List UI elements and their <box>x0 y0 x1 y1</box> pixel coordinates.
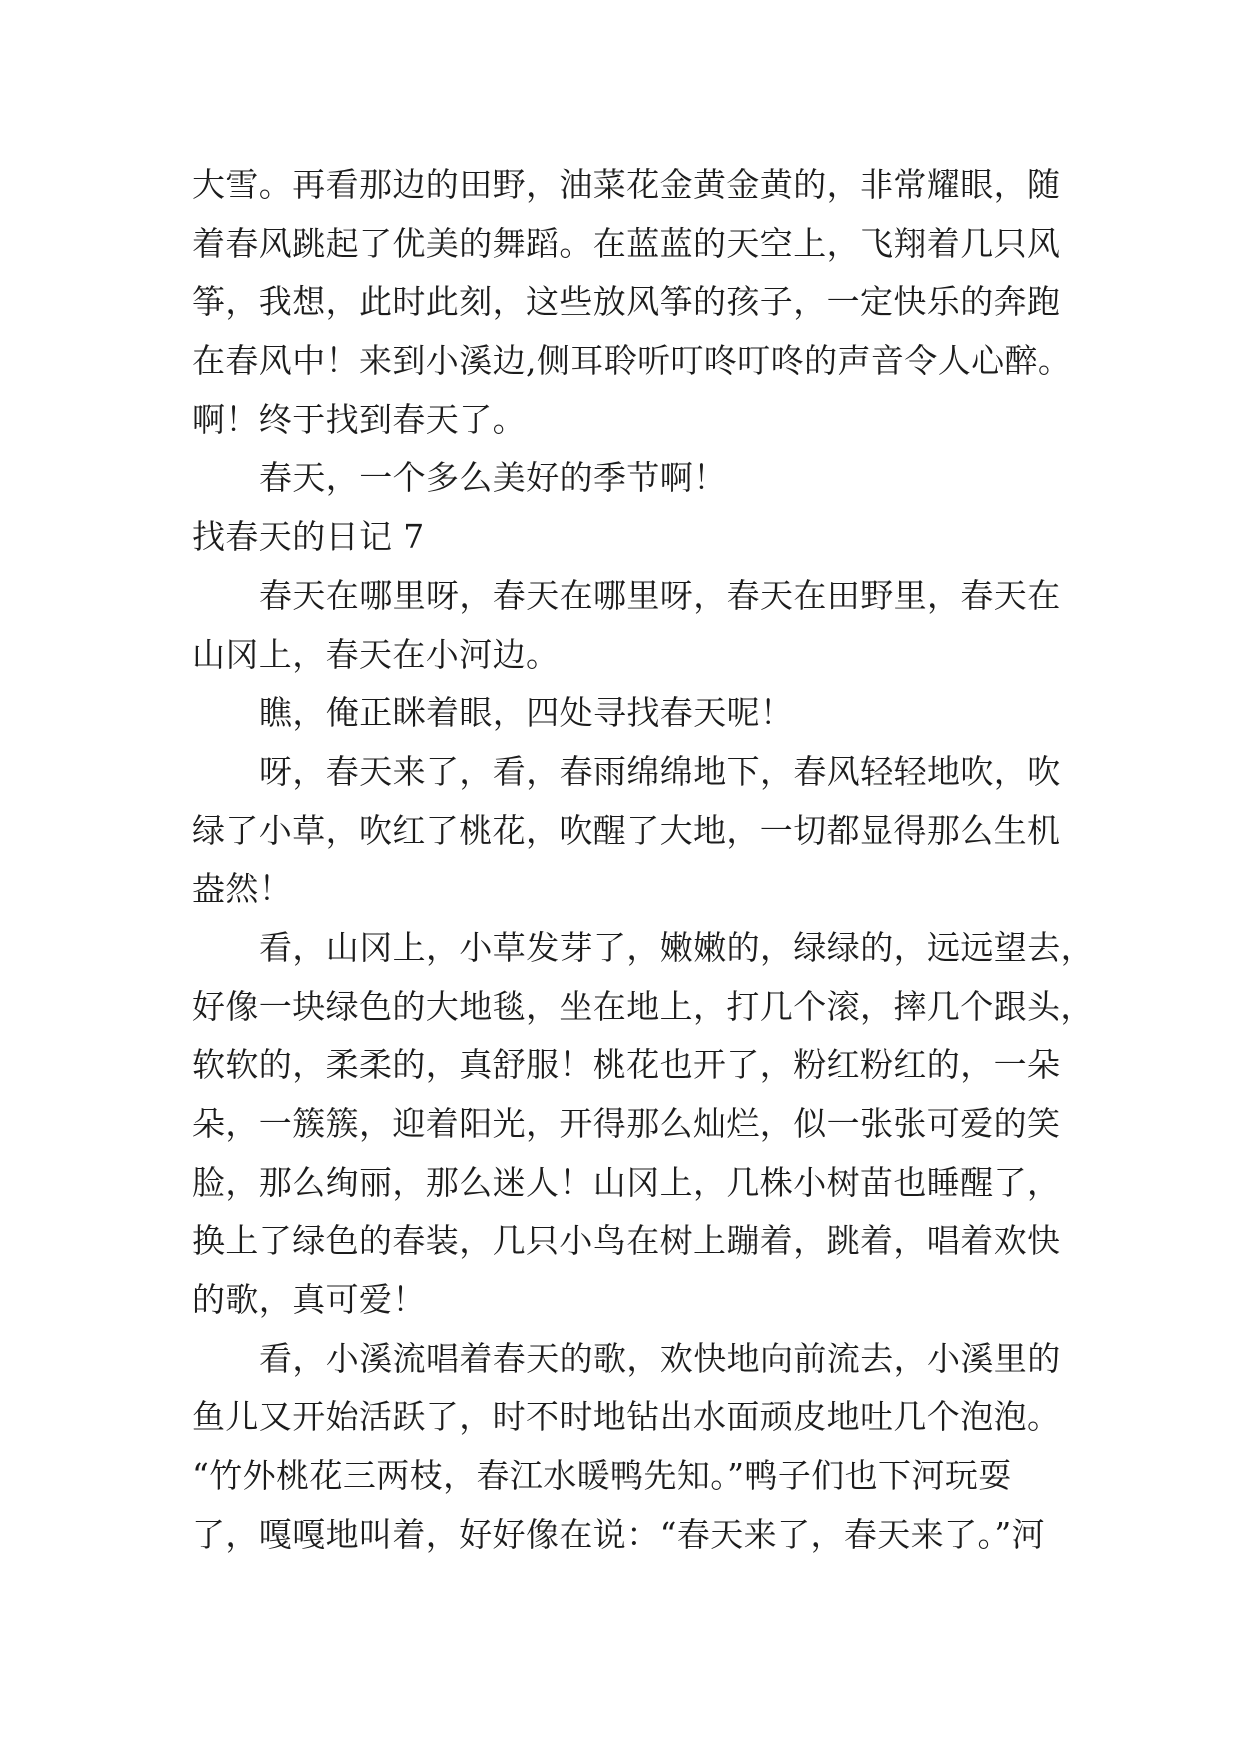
text-line: 好像一块绿色的大地毯，坐在地上，打几个滚，摔几个跟头， <box>192 986 1094 1026</box>
paragraph <box>192 743 1091 919</box>
paragraph <box>192 156 1091 449</box>
text-line: 啊！终于找到春天了。 <box>192 399 526 439</box>
text-line: 鱼儿又开始活跃了，时不时地钻出水面顽皮地吐几个泡泡。 <box>192 1397 1061 1437</box>
text-line: 换上了绿色的春装，几只小鸟在树上蹦着，跳着，唱着欢快 <box>192 1221 1061 1261</box>
paragraph <box>192 684 1091 743</box>
text-line: “竹外桃花三两枝，春江水暖鸭先知。”鸭子们也下河玩耍 <box>192 1456 1012 1496</box>
paragraph <box>192 449 1091 508</box>
text-line: 看，山冈上，小草发芽了，嫩嫩的，绿绿的，远远望去， <box>259 927 1094 967</box>
text-line: 山冈上，春天在小河边。 <box>192 634 560 674</box>
text-line: 瞧，俺正眯着眼，四处寻找春天呢！ <box>259 693 794 733</box>
text-line: 着春风跳起了优美的舞蹈。在蓝蓝的天空上，飞翔着几只风 <box>192 223 1061 263</box>
text-line: 盎然！ <box>192 869 293 909</box>
text-line: 春天在哪里呀，春天在哪里呀，春天在田野里，春天在 <box>259 575 1061 615</box>
text-line: 看，小溪流唱着春天的歌，欢快地向前流去，小溪里的 <box>259 1338 1061 1378</box>
paragraph <box>192 919 1094 1330</box>
text-line: 软软的，柔柔的，真舒服！桃花也开了，粉红粉红的，一朵 <box>192 1045 1061 1085</box>
text-line: 的歌，真可爱！ <box>192 1280 426 1320</box>
text-line: 了，嘎嘎地叫着，好好像在说：“春天来了，春天来了。”河 <box>192 1514 1046 1554</box>
section-heading: 找春天的日记 7 <box>192 517 425 557</box>
paragraph <box>192 1330 1091 1565</box>
text-line: 脸，那么绚丽，那么迷人！山冈上，几株小树苗也睡醒了， <box>192 1162 1061 1202</box>
text-line: 筝，我想，此时此刻，这些放风筝的孩子，一定快乐的奔跑 <box>192 282 1061 322</box>
text-line: 春天，一个多么美好的季节啊！ <box>259 458 727 498</box>
paragraph <box>192 567 1091 684</box>
text-line: 绿了小草，吹红了桃花，吹醒了大地，一切都显得那么生机 <box>192 810 1061 850</box>
text-line: 呀，春天来了，看，春雨绵绵地下，春风轻轻地吹，吹 <box>259 751 1061 791</box>
text-line: 朵，一簇簇，迎着阳光，开得那么灿烂，似一张张可爱的笑 <box>192 1104 1061 1143</box>
text-line: 在春风中！来到小溪边,侧耳聆听叮咚叮咚的声音令人心醉。 <box>192 341 1072 381</box>
text-line: 大雪。再看那边的田野，油菜花金黄金黄的，非常耀眼，随 <box>192 165 1061 204</box>
